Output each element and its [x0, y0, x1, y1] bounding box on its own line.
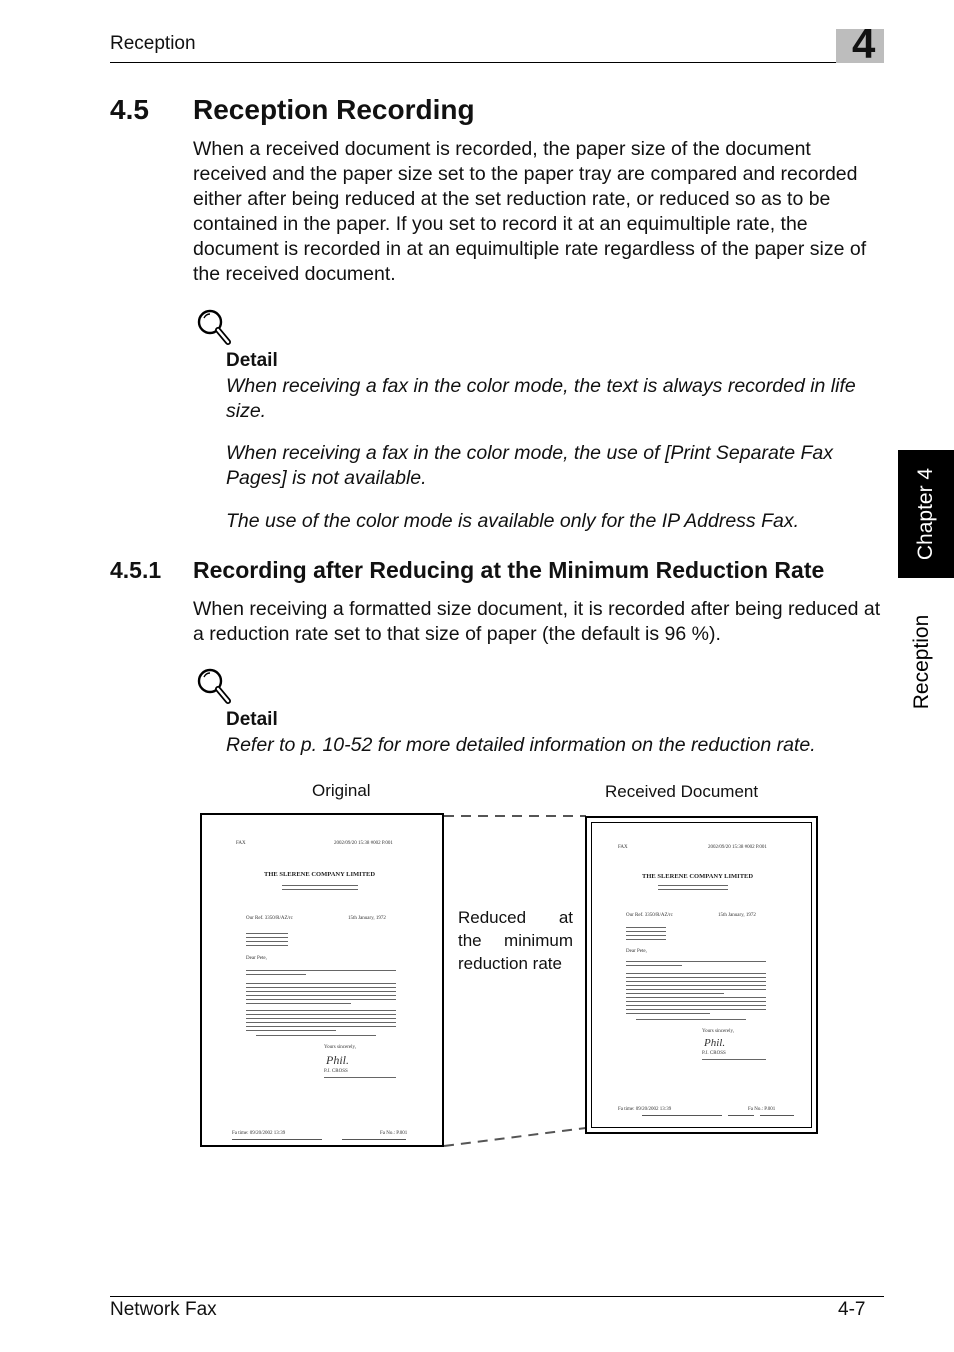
original-document: FAX 2002/09/20 15:38 #002 P.001 THE SLERENE COMPANY LIMITED Our Ref. 3350/R/AZ/rc 15th January, 1972 Dear Pete, Yours sincerely, Phil. P.J. CROSS Fa time: 09/20/2002 13:39 Fa No.: P.001 [200, 813, 444, 1147]
section-title: Reception Recording [193, 94, 475, 125]
letter-ref: Our Ref. 3350/R/AZ/rc [246, 916, 293, 921]
detail-text-2: When receiving a fax in the color mode, the use of [Print Separate Fax Pages] is not available. [226, 442, 833, 489]
reduction-connector-lines [440, 812, 590, 1152]
subsection-body: When receiving a formatted size document, it is recorded after being reduced at a reduction rate set to that size of paper (the default is 96 %). [193, 598, 881, 645]
footer-rule [110, 1296, 884, 1297]
magnifier-icon [196, 308, 232, 346]
figure-label-original: Original [312, 781, 371, 800]
page-number: 4-7 [838, 1299, 866, 1320]
side-tab-section-label: Reception [910, 614, 933, 710]
reduction-caption: Reduced at the minimum reduction rate [458, 908, 573, 973]
side-tab-chapter-label: Chapter 4 [914, 467, 937, 561]
subsection-number: 4.5.1 [110, 557, 162, 583]
magnifier-icon [196, 667, 232, 705]
letter-closing: Yours sincerely, [324, 1045, 356, 1050]
letter-salutation: Dear Pete, [246, 956, 267, 961]
letter-footer-left: Fa time: 09/20/2002 13:39 [232, 1131, 286, 1136]
footer-title: Network Fax [110, 1299, 217, 1320]
received-letter-date: 15th January, 1972 [718, 913, 756, 918]
detail-title: Detail [226, 350, 278, 371]
received-letter-footer-right: Fa No.: P.001 [748, 1107, 776, 1112]
received-letter-closing: Yours sincerely, [702, 1029, 734, 1034]
received-letter-footer-left: Fa time: 09/20/2002 13:39 [618, 1107, 672, 1112]
received-document: FAX 2002/09/20 15:38 #002 P.001 THE SLERENE COMPANY LIMITED Our Ref. 3350/R/AZ/rc 15th January, 1972 Dear Pete, Yours sincerely, Phil. P.J. CROSS Fa time: 09/20/2002 13:39 Fa No.: P.001 [585, 816, 818, 1134]
letter-date: 15th January, 1972 [348, 916, 386, 921]
fax-header-date: 2002/09/20 15:38 #002 P.001 [334, 841, 393, 846]
section-number: 4.5 [110, 94, 149, 125]
detail-title-2: Detail [226, 709, 278, 730]
subsection-title: Recording after Reducing at the Minimum Reduction Rate [193, 557, 825, 583]
running-header: Reception [110, 33, 196, 54]
letter-company: THE SLERENE COMPANY LIMITED [264, 871, 376, 878]
received-letter-ref: Our Ref. 3350/R/AZ/rc [626, 913, 673, 918]
figure-label-received: Received Document [605, 782, 759, 801]
fax-header-date-received: 2002/09/20 15:38 #002 P.001 [708, 845, 767, 850]
received-letter-company: THE SLERENE COMPANY LIMITED [642, 873, 754, 880]
letter-signer: P.J. CROSS [324, 1069, 348, 1074]
received-letter-salutation: Dear Pete, [626, 949, 647, 954]
received-letter-signer: P.J. CROSS [702, 1051, 726, 1056]
detail-text-3: The use of the color mode is available only for the IP Address Fax. [226, 510, 800, 532]
chapter-number: 4 [852, 20, 876, 67]
detail-text-4: Refer to p. 10-52 for more detailed information on the reduction rate. [226, 734, 816, 756]
letter-footer-right: Fa No.: P.001 [380, 1131, 408, 1136]
header-rule [110, 62, 884, 63]
received-letter-signature: Phil. [704, 1037, 726, 1049]
detail-text-1: When receiving a fax in the color mode, the text is always recorded in life size. [226, 375, 856, 422]
section-body: When a received document is recorded, the paper size of the document received and the paper size set to the paper tray are compared and recorded either after being reduced at the set reduction rate, or reduced so as to be contained in the paper. If you set to record it at an equimultiple rate, the document is recorded in at an equimultiple rate regardless of the paper size of the received document. [193, 138, 867, 285]
letter-signature: Phil. [326, 1053, 349, 1067]
